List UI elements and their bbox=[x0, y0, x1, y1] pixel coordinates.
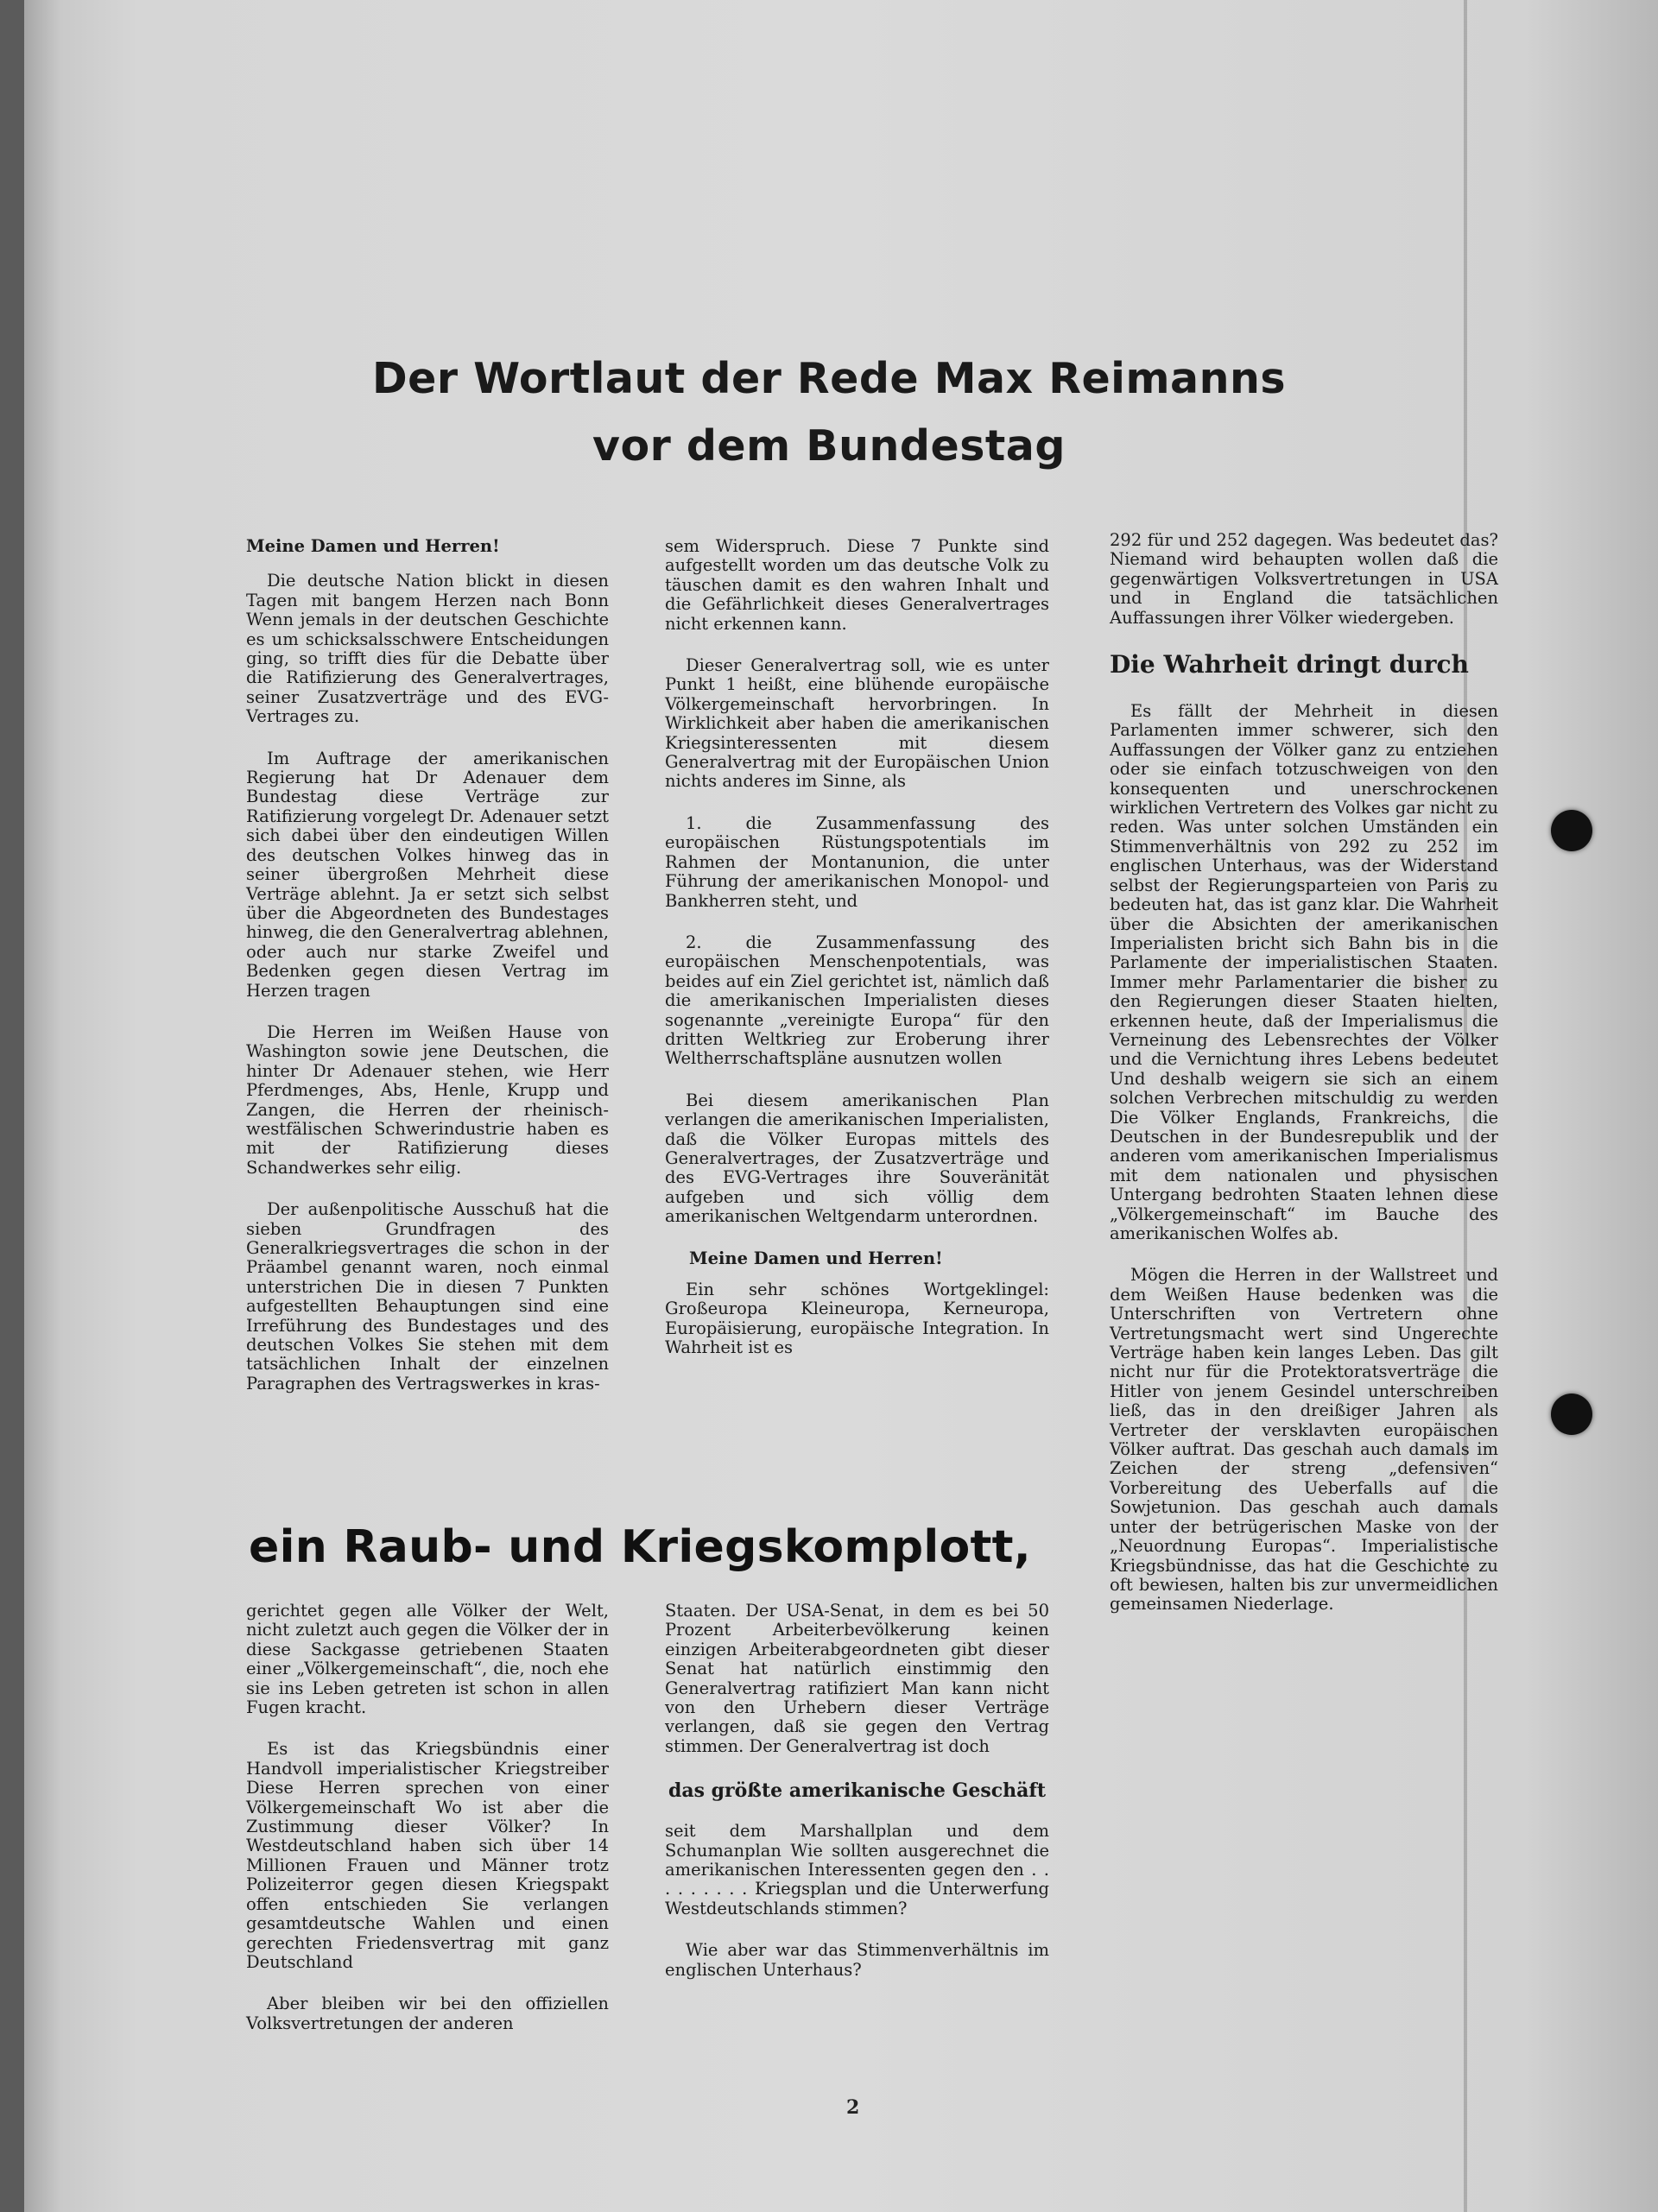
punch-hole-top bbox=[1551, 810, 1592, 851]
headline-line-2: vor dem Bundestag bbox=[592, 421, 1066, 471]
salutation: Meine Damen und Herren! bbox=[689, 1248, 943, 1268]
paragraph: Wie aber war das Stimmenverhältnis im englischen Unterhaus? bbox=[665, 1940, 1049, 1980]
page-number: 2 bbox=[846, 2096, 860, 2119]
paragraph: seit dem Marshallplan und dem Schumanplan Wie sollten ausgerechnet die amerikanischen Interessenten gegen den . . . . . . . . . Kriegsplan und die Unterwerfung Westdeutschlands stimmen? bbox=[665, 1821, 1049, 1918]
paragraph: Die Herren im Weißen Hause von Washington sowie jene Deutschen, die hinter Dr Adenauer stehen, wie Herr Pferdmenges, Abs, Henle, Krupp und Zangen, die Herren der rheinisch-westfälischen Schwerindustrie haben es mit der Ratifizierung dieses Schandwerkes sehr eilig. bbox=[246, 1021, 609, 1178]
paragraph: 1. die Zusammenfassung des europäischen Rüstungspotentials im Rahmen der Montanunion, die unter Führung der amerikanischen Monopol- und Bankherren steht, und bbox=[665, 812, 1049, 911]
paragraph: Mögen die Herren in der Wallstreet und dem Weißen Hause bedenken was die Unterschriften von Vertretern ohne Vertretungsmacht wert sind Ungerechte Verträge haben kein langes Leben. Das gilt nicht nur für die Protektoratsverträge die Hitler von jenem Gesindel unterschreiben ließ, das in den dreißiger Jahren als Vertreter der versklavten europäischen Völker auftrat. Das geschah auch damals im Zeichen der streng „defensiven“ Vorbereitung des Ueberfalls auf die Sowjetunion. Das geschah auch damals unter der betrügerischen Maske von der „Neuordnung Europas“. Imperialistische Kriegsbündnisse, das hat die Geschichte zu oft bewiesen, halten bis zur unvermeidlichen gemeinsamen Niederlage. bbox=[1110, 1265, 1498, 1615]
paragraph: Es fällt der Mehrheit in diesen Parlamenten immer schwerer, sich den Auffassungen der Völker ganz zu entziehen oder sie einfach totzuschweigen von den konsequenten und unerschrockenen wirklichen Vertretern des Volkes gar nicht zu reden. Was unter solchen Umständen ein Stimmenverhältnis von 292 zu 252 im englischen Unterhaus, was der Widerstand selbst der Regierungsparteien von Paris zu bedeuten hat, das ist ganz klar. Die Wahrheit über die Absichten der amerikanischen Imperialisten bricht sich Bahn bis in die Parlamente der imperialistischen Staaten. Immer mehr Parlamentarier die bisher zu den Regierungen dieser Staaten hielten, erkennen heute, daß der Imperialismus die Verneinung des Lebensrechtes der Völker und die Vernichtung ihres Lebens bedeutet Und deshalb weigern sie sich an einem solchen Verbrechen mitschuldig zu werden Die Völker Englands, Frankreichs, die Deutschen in der Bundesrepublik und der anderen vom amerikanischen Imperialismus mit dem nationalen und physischen Untergang bedrohten Staaten lehnen diese „Völkergemeinschaft“ im Bauche des amerikanischen Wolfes ab. bbox=[1110, 701, 1498, 1243]
paragraph: Aber bleiben wir bei den offiziellen Volksvertretungen der anderen bbox=[246, 1994, 609, 2033]
paragraph: 2. die Zusammenfassung des europäischen Menschenpotentials, was beides auf ein Ziel gerichtet ist, nämlich daß die amerikanischen Imperialisten dieses sogenannte „vereinigte Europa“ für den dritten Weltkrieg zur Eroberung ihrer Weltherrschaftspläne ausnutzen wollen bbox=[665, 932, 1049, 1069]
paragraph: Die deutsche Nation blickt in diesen Tagen mit bangem Herzen nach Bonn Wenn jemals in der deutschen Geschichte es um schicksalsschwere Entscheidungen ging, so trifft dies für die Debatte über die Ratifizierung des Generalvertrages, seiner Zusatzverträge und des EVG-Vertrages zu. bbox=[246, 571, 609, 727]
paragraph: Der außenpolitische Ausschuß hat die sieben Grundfragen des Generalkriegsvertrages die schon in der Präambel genannt waren, noch einmal unterstrichen Die in diesen 7 Punkten aufgestellten Behauptungen sind eine Irreführung des Bundestages und des deutschen Volkes Sie stehen mit dem tatsächlichen Inhalt der einzelnen Paragraphen des Vertragswerkes in kras- bbox=[246, 1199, 609, 1394]
paragraph: 292 für und 252 dagegen. Was bedeutet das? Niemand wird behaupten wollen daß die gegenwärtigen Volksvertretungen in USA und in England die tatsächlichen Auffassungen ihrer Völker wiedergeben. bbox=[1110, 530, 1498, 628]
column-2-bottom bbox=[665, 1602, 1049, 2002]
column-1-bottom bbox=[246, 1602, 609, 2056]
paragraph: Staaten. Der USA-Senat, in dem es bei 50 Prozent Arbeiterbevölkerung keinen einzigen Arbeiterabgeordneten gibt dieser Senat hat natürlich einstimmig den Generalvertrag ratifiziert Man kann nicht von den Urhebern dieser Verträge verlangen, daß sie gegen den Vertrag stimmen. Der Generalvertrag ist doch bbox=[665, 1601, 1049, 1756]
paragraph: Bei diesem amerikanischen Plan verlangen die amerikanischen Imperialisten, daß die Völker Europas mittels des Generalvertrages, der Zusatzverträge und des EVG-Vertrages ihre Souveränität aufgeben und sich völlig dem amerikanischen Weltgendarm unterordnen. bbox=[665, 1090, 1049, 1227]
headline-line-1: Der Wortlaut der Rede Max Reimanns bbox=[371, 354, 1287, 403]
section-subheading: das größte amerikanische Geschäft bbox=[668, 1779, 1047, 1803]
paragraph: gerichtet gegen alle Völker der Welt, nicht zuletzt auch gegen die Völker der in diese Sackgasse getriebenen Staaten einer „Völkergemeinschaft“, die, noch ehe sie ins Leben getreten ist schon in allen Fugen kracht. bbox=[246, 1601, 609, 1718]
scan-edge bbox=[0, 0, 24, 2212]
punch-hole-bottom bbox=[1551, 1394, 1592, 1435]
column-2-top bbox=[665, 537, 1049, 1381]
paragraph: sem Widerspruch. Diese 7 Punkte sind aufgestellt worden um das deutsche Volk zu täuschen damit es den wahren Inhalt und die Gefährlichkeit dieses Generalvertrages nicht erkennen kann. bbox=[665, 536, 1049, 634]
paragraph: Es ist das Kriegsbündnis einer Handvoll imperialistischer Kriegstreiber Diese Herren sprechen von einer Völkergemeinschaft Wo ist aber die Zustimmung dieser Völker? In Westdeutschland haben sich über 14 Millionen Frauen und Männer trotz Polizeiterror gegen diesen Kriegspakt offen entschieden Sie verlangen gesamtdeutsche Wahlen und einen gerechten Friedensvertrag mit ganz Deutschland bbox=[246, 1739, 609, 1972]
section-heading: Die Wahrheit dringt durch bbox=[1110, 650, 1469, 679]
paragraph: Dieser Generalvertrag soll, wie es unter Punkt 1 heißt, eine blühende europäische Völkergemeinschaft hervorbringen. In Wirklichkeit aber haben die amerikanischen Kriegsinteressenten mit diesem Generalvertrag mit der Europäischen Union nichts anderes im Sinne, als bbox=[665, 655, 1049, 792]
paragraph: Ein sehr schönes Wortgeklingel: Großeuropa Kleineuropa, Kerneuropa, Europäisierung, europäische Integration. In Wahrheit ist es bbox=[665, 1280, 1049, 1358]
article-headline bbox=[250, 345, 1408, 480]
salutation: Meine Damen und Herren! bbox=[246, 536, 500, 556]
banner-headline: ein Raub- und Kriegskomplott, bbox=[249, 1521, 1031, 1573]
column-3 bbox=[1110, 531, 1498, 1637]
column-1-top bbox=[246, 537, 609, 1416]
paragraph: Im Auftrage der amerikanischen Regierung hat Dr Adenauer dem Bundestag diese Verträge zur Ratifizierung vorgelegt Dr. Adenauer setzt sich dabei über den eindeutigen Willen des deutschen Volkes hinweg das in seiner übergroßen Mehrheit diese Verträge ablehnt. Ja er setzt sich selbst über die Abgeordneten des Bundestages hinweg, die den Generalvertrag ablehnen, oder auch nur starke Zweifel und Bedenken gegen diesen Vertrag im Herzen tragen bbox=[246, 748, 610, 1001]
